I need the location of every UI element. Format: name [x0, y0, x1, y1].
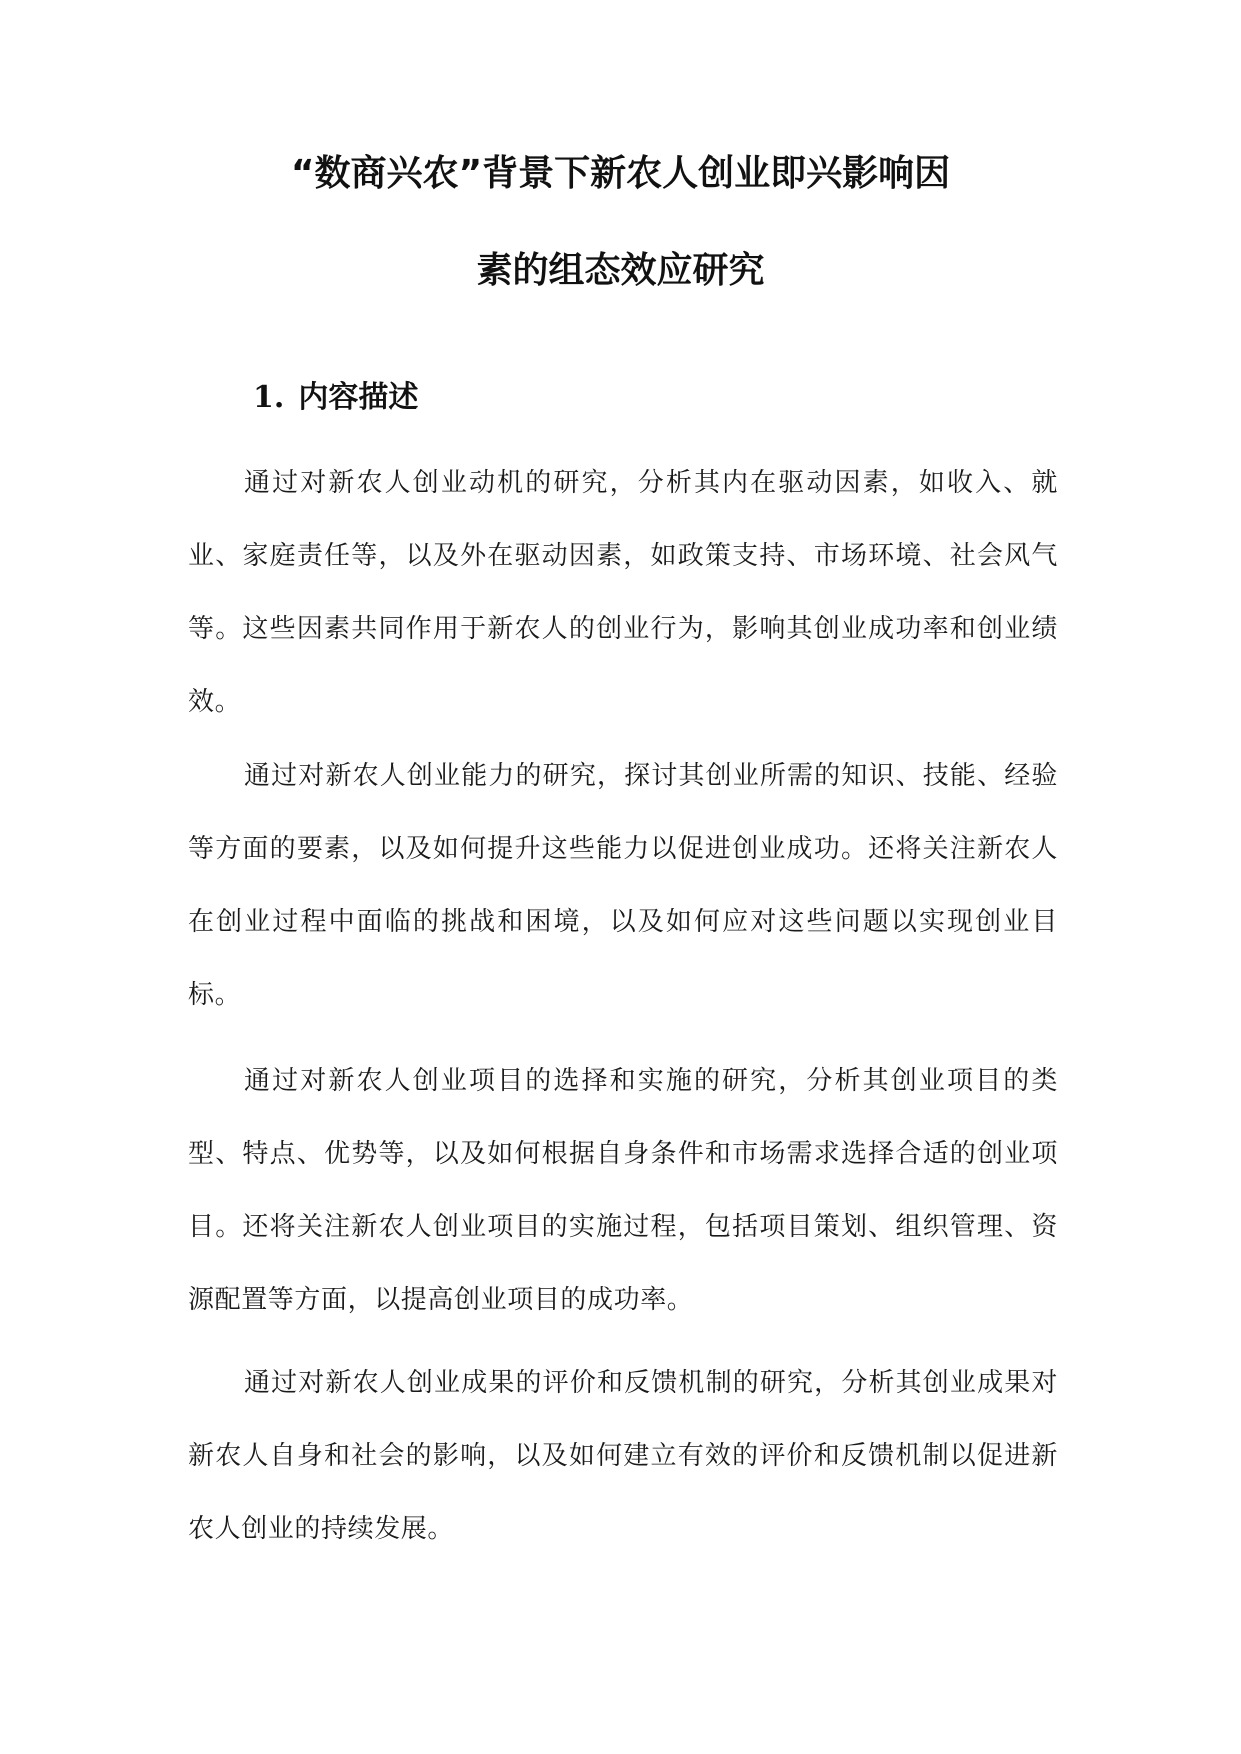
- body-paragraph-1: 通过对新农人创业动机的研究，分析其内在驱动因素，如收入、就业、家庭责任等，以及外在驱动因素，如政策支持、市场环境、社会风气等。这些因素共同作用于新农人的创业行为，影响其创业成功率和创业绩效。: [188, 468, 1058, 717]
- document-title-line-2: 素的组态效应研究: [476, 250, 765, 291]
- section-heading-text: 内容描述: [298, 380, 419, 415]
- section-number: 1.: [253, 380, 285, 415]
- body-paragraph-4: 通过对新农人创业成果的评价和反馈机制的研究，分析其创业成果对新农人自身和社会的影响，以及如何建立有效的评价和反馈机制以促进新农人创业的持续发展。: [188, 1368, 1058, 1544]
- document-title-line-1: “数商兴农”背景下新农人创业即兴影响因: [290, 153, 951, 194]
- section-heading: [253, 378, 418, 418]
- body-paragraph-3: 通过对新农人创业项目的选择和实施的研究，分析其创业项目的类型、特点、优势等，以及如何根据自身条件和市场需求选择合适的创业项目。还将关注新农人创业项目的实施过程，包括项目策划、组织管理、资源配置等方面，以提高创业项目的成功率。: [188, 1066, 1058, 1315]
- body-paragraph-2: 通过对新农人创业能力的研究，探讨其创业所需的知识、技能、经验等方面的要素，以及如何提升这些能力以促进创业成功。还将关注新农人在创业过程中面临的挑战和困境，以及如何应对这些问题以实现创业目标。: [188, 761, 1058, 1010]
